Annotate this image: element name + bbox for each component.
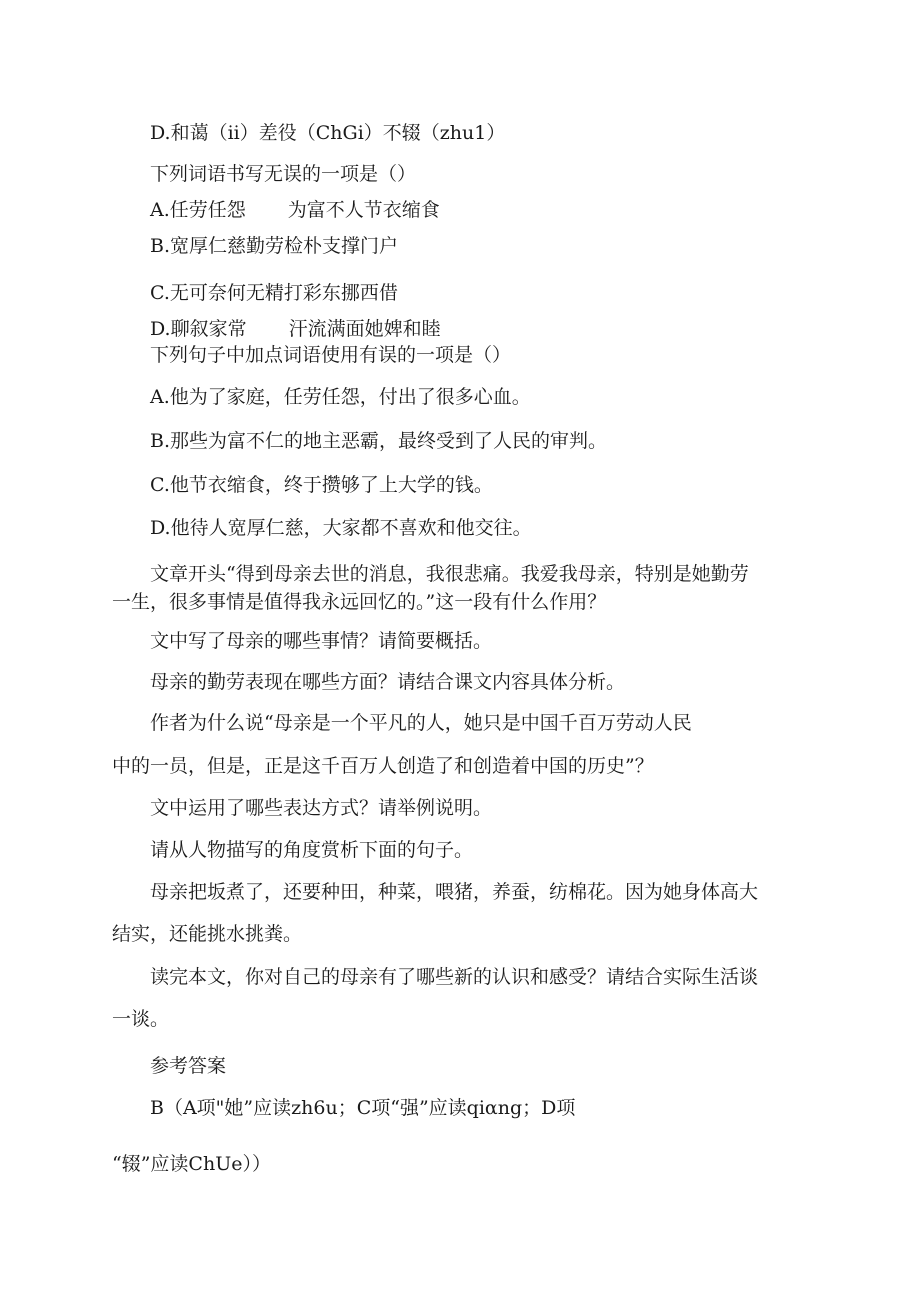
- spelling-option-a-part1: A.任劳任怨: [150, 199, 246, 221]
- diligence-question: 母亲的勤劳表现在哪些方面？请结合课文内容具体分析。: [150, 671, 626, 693]
- usage-option-d: D.他待人宽厚仁慈，大家都不喜欢和他交往。: [150, 517, 532, 539]
- opening-question-line1: 文章开头“得到母亲去世的消息，我很悲痛。我爱我母亲，特别是她勤劳: [150, 563, 749, 585]
- answers-line2: “辍”应读ChUe））: [112, 1153, 271, 1175]
- spelling-option-d: [150, 320, 441, 339]
- opening-question-line2: 一生，很多事情是值得我永远回忆的。”这一段有什么作用？: [112, 591, 607, 613]
- spelling-question-stem: 下列词语书写无误的一项是（）: [150, 163, 417, 185]
- reflection-question-line2: 一谈。: [112, 1008, 170, 1030]
- spelling-option-a: [150, 201, 440, 220]
- ordinary-question-line2: 中的一员，但是，正是这千百万人创造了和创造着中国的历史”？: [112, 755, 654, 777]
- quote-line1: 母亲把坂煮了，还要种田，种菜，喂猪，养蚕，纺棉花。因为她身体高大: [150, 881, 759, 903]
- events-question: 文中写了母亲的哪些事情？请简要概括。: [150, 630, 493, 652]
- reflection-question-line1: 读完本文，你对自己的母亲有了哪些新的认识和感受？请结合实际生活谈: [150, 966, 759, 988]
- usage-question-stem: 下列句子中加点词语使用有误的一项是（）: [150, 344, 512, 366]
- usage-option-b: B.那些为富不仁的地主恶霸，最终受到了人民的审判。: [150, 430, 608, 452]
- ordinary-question-line1: 作者为什么说“母亲是一个平凡的人，她只是中国千百万劳动人民: [150, 712, 692, 734]
- usage-option-a: A.他为了家庭，任劳任怨，付出了很多心血。: [150, 386, 531, 408]
- spelling-option-a-part2: 为富不人节衣缩食: [287, 199, 440, 221]
- portrait-question: 请从人物描写的角度赏析下面的句子。: [150, 839, 474, 861]
- quote-line2: 结实，还能挑水挑粪。: [112, 923, 303, 945]
- spelling-option-b: B.宽厚仁慈勤劳检朴支撑门户: [150, 235, 399, 257]
- answers-line1: B（A项"她”应读zh6u；C项“强”应读qiαng；D项: [150, 1097, 576, 1119]
- spelling-option-c: C.无可奈何无精打彩东挪西借: [150, 282, 398, 304]
- expression-question: 文中运用了哪些表达方式？请举例说明。: [150, 797, 493, 819]
- prev-question-option-d: D.和蔼（ii）差役（ChGi）不辍（zhu1）: [150, 122, 506, 144]
- spelling-option-d-part2: 汗流满面她婢和睦: [288, 318, 441, 340]
- spelling-option-d-part1: D.聊叙家常: [150, 318, 247, 340]
- usage-option-c: C.他节衣缩食，终于攒够了上大学的钱。: [150, 474, 493, 496]
- answers-heading: 参考答案: [150, 1055, 227, 1077]
